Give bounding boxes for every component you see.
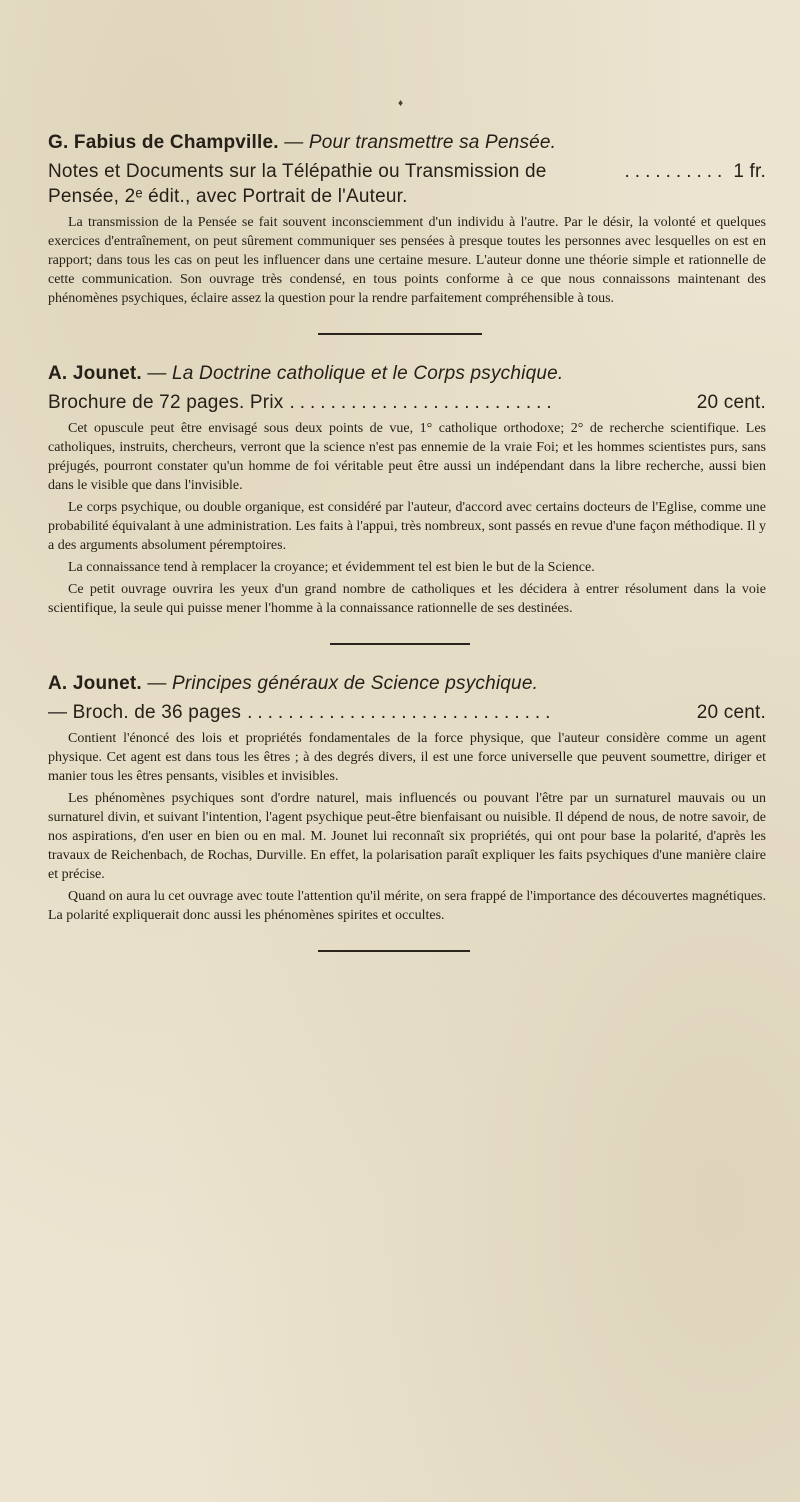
entry-price: 20 cent. <box>696 702 766 723</box>
entry-subtitle: Brochure de 72 pages. Prix <box>48 392 284 413</box>
entry-paragraph: La transmission de la Pensée se fait souvent inconsciemment d'un individu à l'autre. Par le désir, la volonté et quelques exercices d'entraînement, on peut sûrement communiquer ses pensées à presque toutes les personnes avec lesquelles on est en rapport; dans tous les cas on peut les influencer dans une certaine mesure. L'auteur donne une théorie simple et rationnelle de cette communication. Son ouvrage très condensé, en tous points conforme à ce que nous connaissons maintenant des phénomènes psychiques, éclaire assez la question pour la rendre parfaitement compréhensible à tous. <box>48 215 766 306</box>
entry-title: La Doctrine catholique et le Corps psychique. <box>172 363 564 384</box>
divider-rule <box>318 333 482 335</box>
leader-dots: .......... <box>624 161 728 182</box>
catalog-entry <box>48 361 766 621</box>
heading-separator: — <box>141 673 173 694</box>
entry-author: G. Fabius de Champville. <box>48 132 279 153</box>
catalog-entry <box>48 671 766 928</box>
entry-price-line <box>48 159 766 209</box>
entry-paragraph: Les phénomènes psychiques sont d'ordre naturel, mais influencés ou pouvant l'être par un surnaturel mauvais ou un surnaturel divin, et suivant l'intention, l'agent psychique peut-être bienfaisant ou nuisible. Il dépend de nous, de notre savoir, de nos aspirations, d'en user en bien ou en mal. M. Jounet lui reconnaît six propriétés, qui ont pour base la polarité, d'après les travaux de Reichenbach, de Rochas, Durville. En effet, la polarisation paraît expliquer les faits psychiques d'une manière claire et précise. <box>48 791 766 882</box>
entry-paragraph: Le corps psychique, ou double organique, est considéré par l'auteur, d'accord avec certains docteurs de l'Eglise, comme une probabilité équivalant à une administration. Les faits à l'appui, très nombreux, sont passés en revue d'une façon méthodique. Il y a des arguments absolument péremptoires. <box>48 500 766 553</box>
entry-heading <box>48 671 766 696</box>
entry-price: 20 cent. <box>696 392 766 413</box>
entry-author: A. Jounet. <box>48 673 142 694</box>
entry-heading <box>48 361 766 386</box>
entry-author: A. Jounet. <box>48 363 142 384</box>
entry-price: 1 fr. <box>733 161 766 182</box>
entry-paragraph: Ce petit ouvrage ouvrira les yeux d'un grand nombre de catholiques et les décidera à entrer résolument dans la voie scientifique, la seule qui puisse mener l'homme à la connaissance rationnelle de ses destinées. <box>48 582 766 616</box>
ornament-mark: ♦ <box>398 98 404 109</box>
divider-rule <box>330 643 470 645</box>
leader-dots: .......................... <box>289 392 557 413</box>
entry-subtitle: — Broch. de 36 pages <box>48 702 242 723</box>
divider-rule <box>318 950 470 952</box>
entry-price-line <box>48 390 766 415</box>
entry-title: Pour transmettre sa Pensée. <box>308 132 557 153</box>
heading-separator: — <box>278 132 309 153</box>
entry-heading <box>48 130 766 155</box>
entry-subtitle: Notes et Documents sur la Télépathie ou Transmission de Pensée, 2ᵉ édit., avec Portrait de l'Auteur. <box>48 161 547 207</box>
heading-separator: — <box>141 363 173 384</box>
entry-paragraph: Contient l'énoncé des lois et propriétés fondamentales de la force physique, que l'auteur considère comme un agent physique. Cet agent est dans tous les êtres ; à des degrés divers, il est une force universelle que peuvent soumettre, diriger et manier tous les êtres pensants, visibles et invisibles. <box>48 731 766 784</box>
entry-title: Principes généraux de Science psychique. <box>172 673 539 694</box>
entry-paragraph: Cet opuscule peut être envisagé sous deux points de vue, 1° catholique orthodoxe; 2° de recherche scientifique. Les catholiques, instruits, chercheurs, verront que la science n'est pas ennemie de la vraie Foi; et les hommes scientistes purs, sans préjugés, pourront constater qu'un homme de foi véritable peut être aussi un indépendant dans la libre recherche, aussi bien dans le visible que dans l'invisible. <box>48 421 766 493</box>
entry-paragraph: La connaissance tend à remplacer la croyance; et évidemment tel est bien le but de la Science. <box>68 560 595 575</box>
catalog-entry <box>48 130 766 311</box>
entry-paragraph: Quand on aura lu cet ouvrage avec toute l'attention qu'il mérite, on sera frappé de l'importance des découvertes magnétiques. La polarité expliquerait donc aussi les phénomènes spirites et occultes. <box>48 889 766 923</box>
leader-dots: .............................. <box>247 702 556 723</box>
entry-price-line <box>48 700 766 725</box>
